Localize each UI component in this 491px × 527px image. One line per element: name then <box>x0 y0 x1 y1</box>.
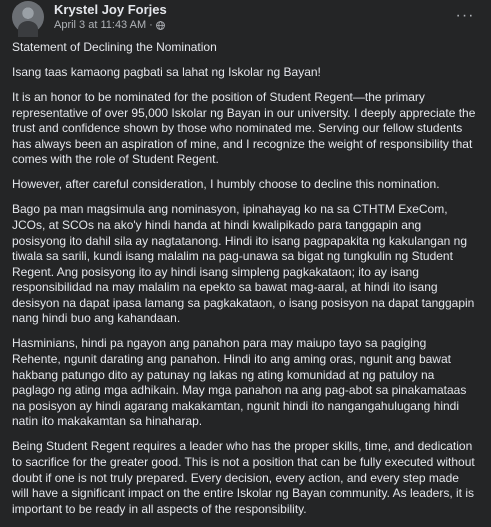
post-body <box>12 40 478 527</box>
post-date[interactable]: April 3 at 11:43 AM <box>54 19 147 31</box>
post-paragraph: Bago pa man magsimula ang nominasyon, ipinahayag ko na sa CTHTM ExeCom, JCOs, at SCOs na ako'y hindi handa at hindi kwalipikado para tanggapin ang posisyong ito dahil sila ay nagtatanong. Hindi ito isang pagpapakita ng kakulangan ng tiwala sa sarili, kundi isang malalim na pag-unawa sa bigat ng tungkulin ng Student Regent. Ang posisyong ito ay hindi isang simpleng pagkakataon; ito ay isang responsibilidad na may malalim na epekto sa bawat mag-aaral, at hindi ito isang desisyon na dapat ipasa lamang sa pagkakataon, o isang posisyon na dapat tanggapin nang hindi buo ang kahandaan. <box>12 202 475 326</box>
post-paragraph: It is an honor to be nominated for the position of Student Regent—the primary representative of over 95,000 Iskolar ng Bayan in our university. I deeply appreciate the trust and confidence shown by those who nominated me. Serving our fellow students has always been an aspiration of mine, and I recognize the weight of responsibility that comes with the role of Student Regent. <box>12 89 476 167</box>
post-meta <box>54 19 165 31</box>
author-avatar[interactable] <box>12 1 44 33</box>
post-paragraph: Being Student Regent requires a leader who has the proper skills, time, and dedication to sacrifice for the greater good. This is not a position that can be fully executed without doubt if one is not truly prepared. Every decision, every action, and every step made will have a significant impact on the entire Iskolar ng Bayan community. As leaders, it is important to be ready in all aspects of the responsibility. <box>12 439 475 516</box>
author-name[interactable]: Krystel Joy Forjes <box>54 2 167 17</box>
globe-icon[interactable] <box>156 21 165 30</box>
post-header <box>12 0 479 36</box>
post-paragraph: However, after careful consideration, I humbly choose to decline this nomination. <box>12 177 440 192</box>
post-paragraph: Isang taas kamaong pagbati sa lahat ng Iskolar ng Bayan! <box>12 64 321 79</box>
more-options-icon[interactable]: ··· <box>455 7 475 24</box>
meta-separator: · <box>149 19 153 31</box>
post-paragraph: Statement of Declining the Nomination <box>12 40 217 54</box>
post-paragraph: Hasminians, hindi pa ngayon ang panahon para may maiupo tayo sa pagiging Rehente, ngunit darating ang panahon. Hindi ito ang aming oras, ngunit ang bawat hakbang patungo dito ay patunay ng lakas ng ating komunidad at ng patuloy na paglago ng ating mga adhikain. May mga panahon na ang pag-abot sa pinakamataas na posisyon ay hindi agarang makakamtan, ngunit hindi ito nangangahulugang hindi natin ito makakamtan sa hinaharap. <box>12 336 467 429</box>
